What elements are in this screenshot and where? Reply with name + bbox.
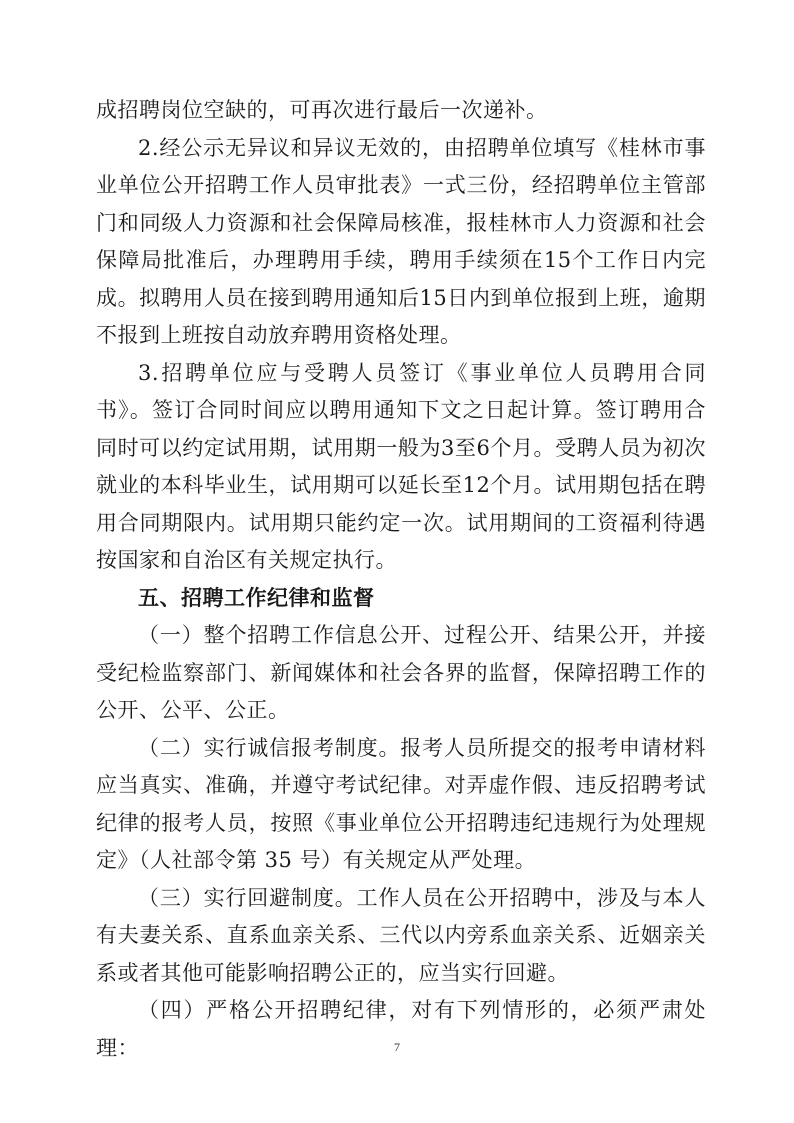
section-paragraph-2: （二）实行诚信报考制度。报考人员所提交的报考申请材料应当真实、准确，并遵守考试纪律。对弄虚作假、违反招聘考试纪律的报考人员，按照《事业单位公开招聘违纪违规行为处理规定》（人社部令第 35 号）有关规定从严处理。 [96, 735, 706, 872]
section-paragraph-3: （三）实行回避制度。工作人员在公开招聘中，涉及与本人有夫妻关系、直系血亲关系、三代以内旁系血亲关系、近姻亲关系或者其他可能影响招聘公正的，应当实行回避。 [96, 885, 706, 985]
document-page [96, 92, 706, 1067]
section-paragraph-1: （一）整个招聘工作信息公开、过程公开、结果公开，并接受纪检监察部门、新闻媒体和社会各界的监督，保障招聘工作的公开、公平、公正。 [96, 623, 706, 722]
paragraph-item-3: 3.招聘单位应与受聘人员签订《事业单位人员聘用合同书》。签订合同时间应以聘用通知下文之日起计算。签订聘用合同时可以约定试用期，试用期一般为3至6个月。受聘人员为初次就业的本科毕业生，试用期可以延长至12个月。试用期包括在聘用合同期限内。试用期只能约定一次。试用期间的工资福利待遇按国家和自治区有关规定执行。 [96, 360, 706, 572]
section-heading: 五、招聘工作纪律和监督 [138, 585, 375, 610]
paragraph-item-2: 2.经公示无异议和异议无效的，由招聘单位填写《桂林市事业单位公开招聘工作人员审批表》一式三份，经招聘单位主管部门和同级人力资源和社会保障局核准，报桂林市人力资源和社会保障局批准后，办理聘用手续，聘用手续须在15个工作日内完成。拟聘用人员在接到聘用通知后15日内到单位报到上班，逾期不报到上班按自动放弃聘用资格处理。 [96, 135, 706, 347]
page-number: 7 [394, 1040, 400, 1054]
section-paragraph-4: （四）严格公开招聘纪律，对有下列情形的，必须严肃处理： [96, 998, 706, 1060]
paragraph-continuation: 成招聘岗位空缺的，可再次进行最后一次递补。 [96, 98, 548, 122]
